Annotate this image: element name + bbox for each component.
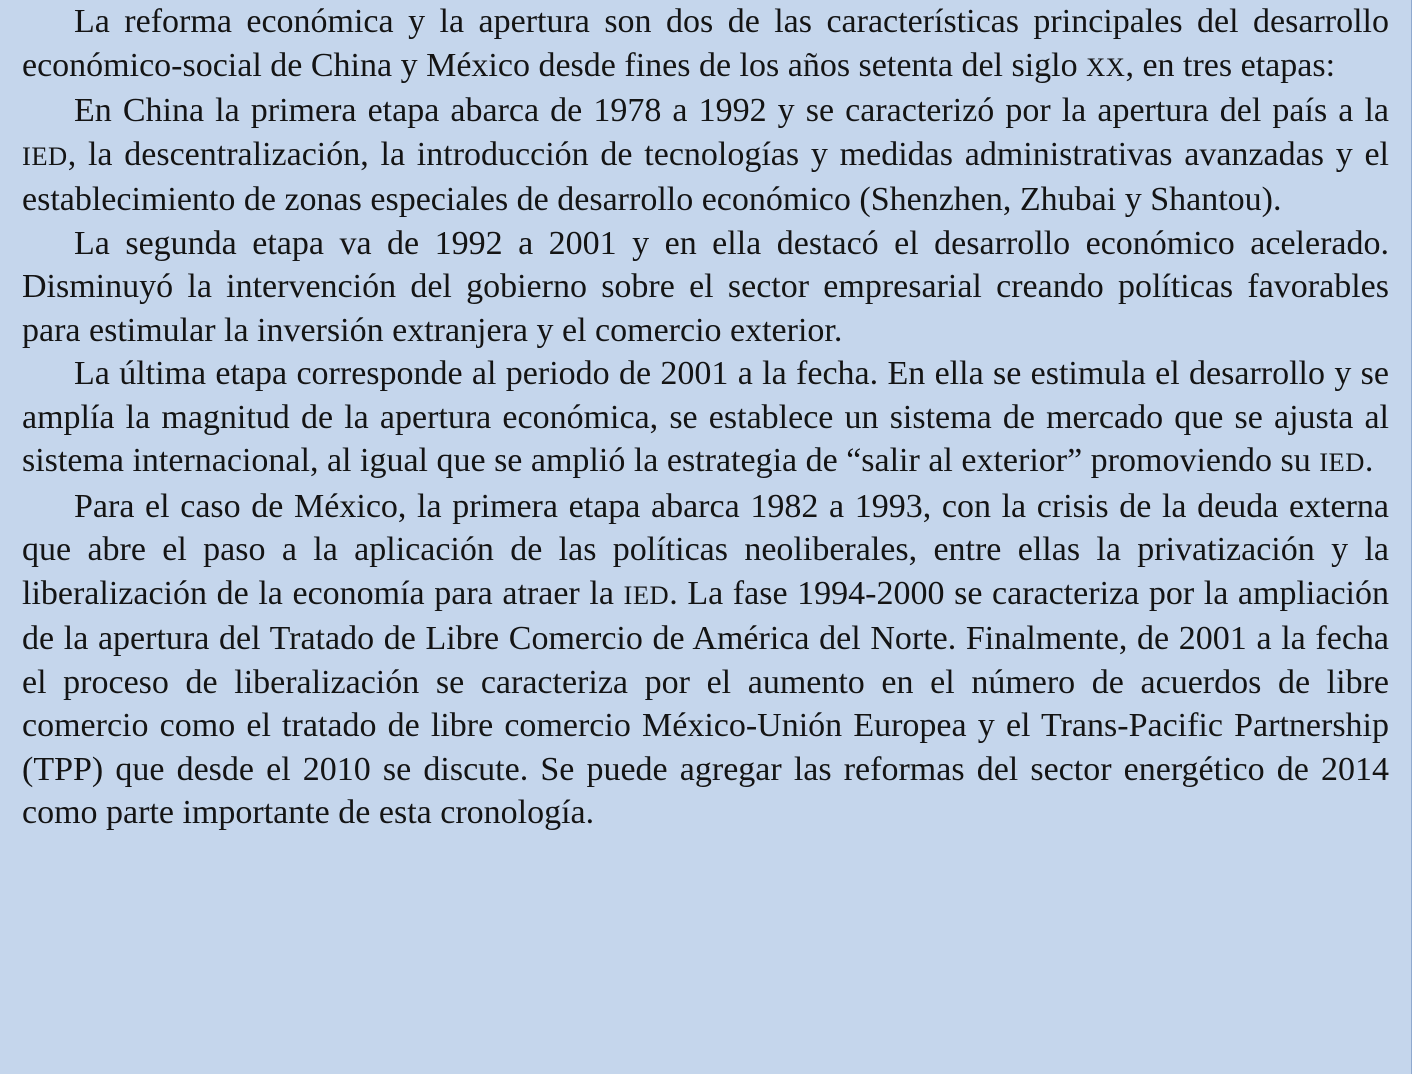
abbr-ied: IED [22, 140, 68, 171]
paragraph-china-stage-1: En China la primera etapa abarca de 1978 a 1992 y se caracterizó por la apertura del país a la IED, la descentralización, la introducción de tecnologías y medidas administrativas avanzadas y el establecimiento de zonas especiales de desarrollo económico (Shenzhen, Zhubai y Shantou). [22, 92, 1389, 218]
abbr-century: XX [1086, 51, 1126, 82]
paragraph-intro: La reforma económica y la apertura son dos de las características principales del desarrollo económico-social de China y México desde fines de los años setenta del siglo XX, en tres etapas: [22, 3, 1389, 84]
abbr-ied: IED [1319, 447, 1365, 477]
paragraph-china-stage-2: La segunda etapa va de 1992 a 2001 y en ella destacó el desarrollo económico acelerado. Disminuyó la intervención del gobierno sobre el sector empresarial creando políticas favorables para estimular la inversión extranjera y el comercio exterior. [22, 224, 1389, 349]
paragraph-china-stage-3: La última etapa corresponde al periodo de 2001 a la fecha. En ella se estimula el desarrollo y se amplía la magnitud de la apertura económica, se establece un sistema de mercado que se ajusta al sistema internacional, al igual que se amplió la estrategia de “salir al exterior” promoviendo su IED. [22, 355, 1389, 479]
abbr-ied: IED [623, 579, 670, 610]
paragraph-mexico: Para el caso de México, la primera etapa abarca 1982 a 1993, con la crisis de la deuda externa que abre el paso a la aplicación de las políticas neoliberales, entre ellas la privatización y la liberalización de la economía para atraer la IED. La fase 1994-2000 se caracteriza por la ampliación de la apertura del Tratado de Libre Comercio de América del Norte. Finalmente, de 2001 a la fecha el proceso de liberalización se caracteriza por el aumento en el número de acuerdos de libre comercio como el tratado de libre comercio México-Unión Europea y el Trans-Pacific Partnership (TPP) que desde el 2010 se discute. Se puede agregar las reformas del sector energético de 2014 como parte importante de esta cronología. [22, 487, 1389, 831]
text-box [22, 0, 1389, 835]
